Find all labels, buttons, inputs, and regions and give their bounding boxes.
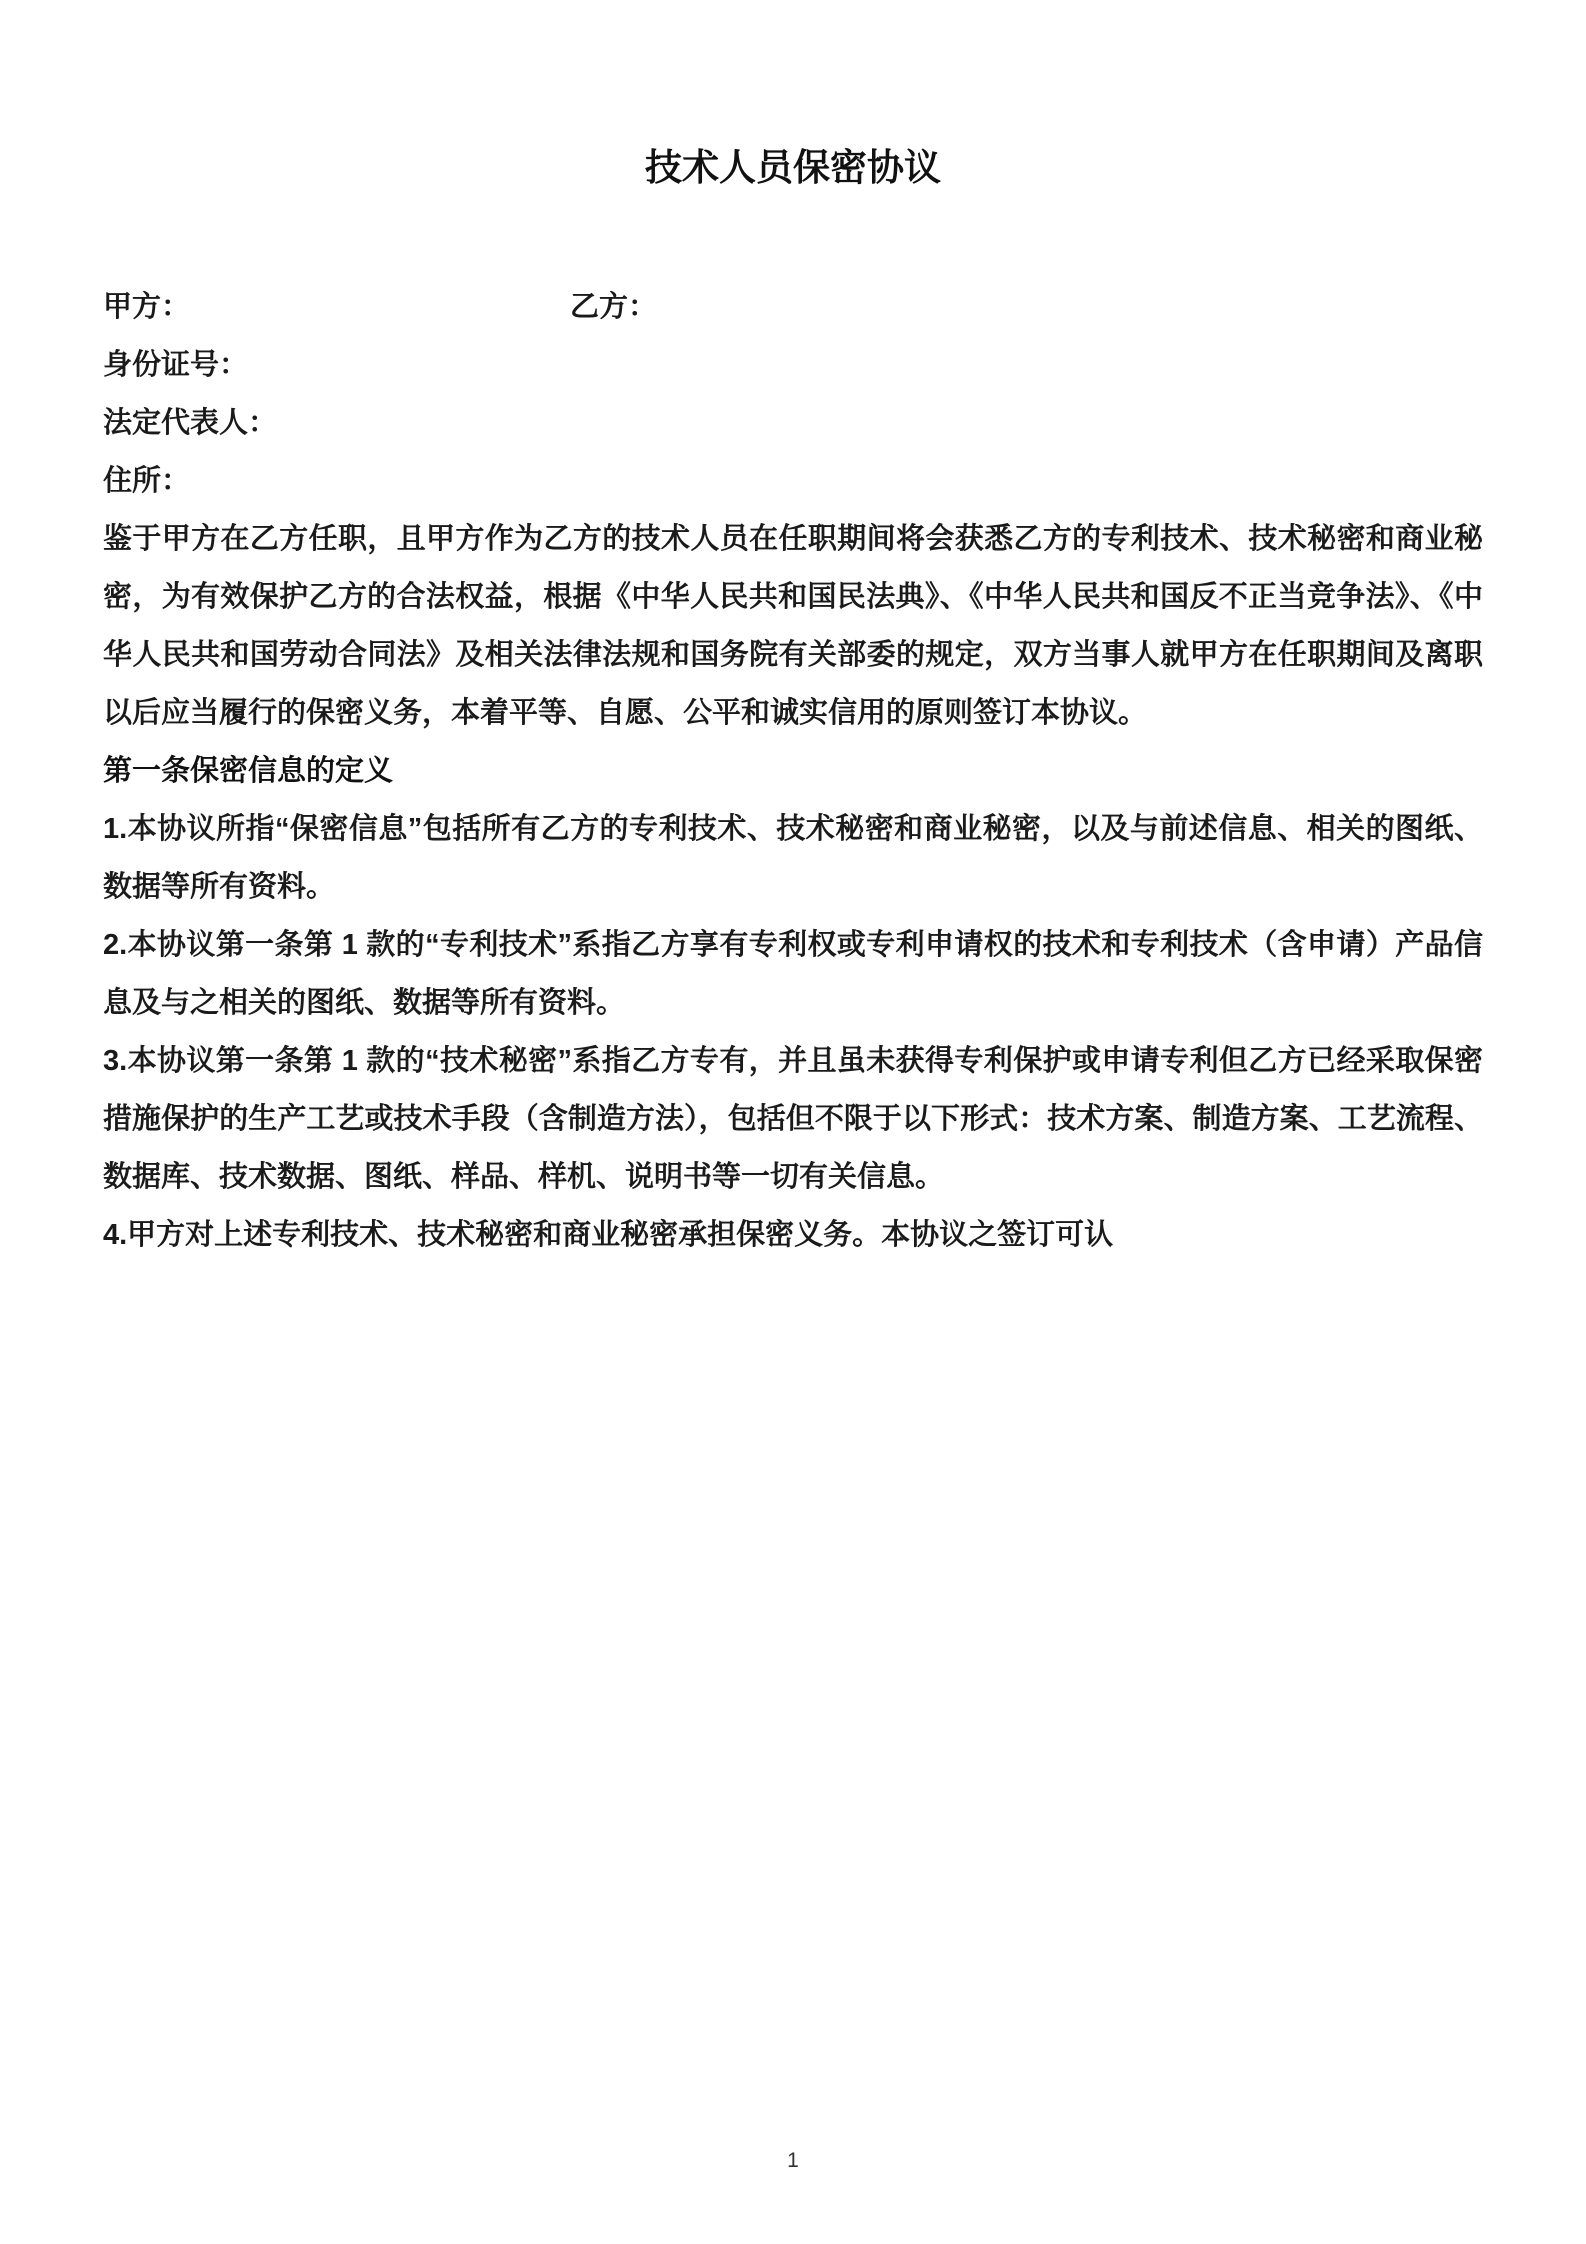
clause-2: 2.本协议第一条第 1 款的“专利技术”系指乙方享有专利权或专利申请权的技术和专利技术（含申请）产品信息及与之相关的图纸、数据等所有资料。 (103, 929, 1483, 1019)
party-a-label: 甲方： (103, 291, 191, 323)
party-row (103, 278, 1483, 336)
clause-3: 3.本协议第一条第 1 款的“技术秘密”系指乙方专有，并且虽未获得专利保护或申请专利但乙方已经采取保密措施保护的生产工艺或技术手段（含制造方法），包括但不限于以下形式：技术方案、制造方案、工艺流程、数据库、技术数据、图纸、样品、样机、说明书等一切有关信息。 (103, 1045, 1483, 1193)
id-number-label: 身份证号： (103, 349, 249, 381)
page-number: 1 (787, 2149, 799, 2172)
party-b-label: 乙方： (570, 291, 658, 323)
legal-representative-label: 法定代表人： (103, 407, 278, 439)
document-title: 技术人员保密协议 (645, 147, 941, 188)
address-label: 住所： (103, 465, 191, 497)
clause-1: 1.本协议所指“保密信息”包括所有乙方的专利技术、技术秘密和商业秘密，以及与前述信息、相关的图纸、数据等所有资料。 (103, 813, 1483, 903)
clause-4-partial: 4.甲方对上述专利技术、技术秘密和商业秘密承担保密义务。本协议之签订可认 (103, 1219, 1114, 1251)
section-1-heading: 第一条保密信息的定义 (103, 755, 394, 787)
preamble-paragraph: 鉴于甲方在乙方任职，且甲方作为乙方的技术人员在任职期间将会获悉乙方的专利技术、技术秘密和商业秘密，为有效保护乙方的合法权益，根据《中华人民共和国民法典》、《中华人民共和国反不正当竞争法》、《中华人民共和国劳动合同法》及相关法律法规和国务院有关部委的规定，双方当事人就甲方在任职期间及离职以后应当履行的保密义务，本着平等、自愿、公平和诚实信用的原则签订本协议。 (103, 523, 1483, 729)
